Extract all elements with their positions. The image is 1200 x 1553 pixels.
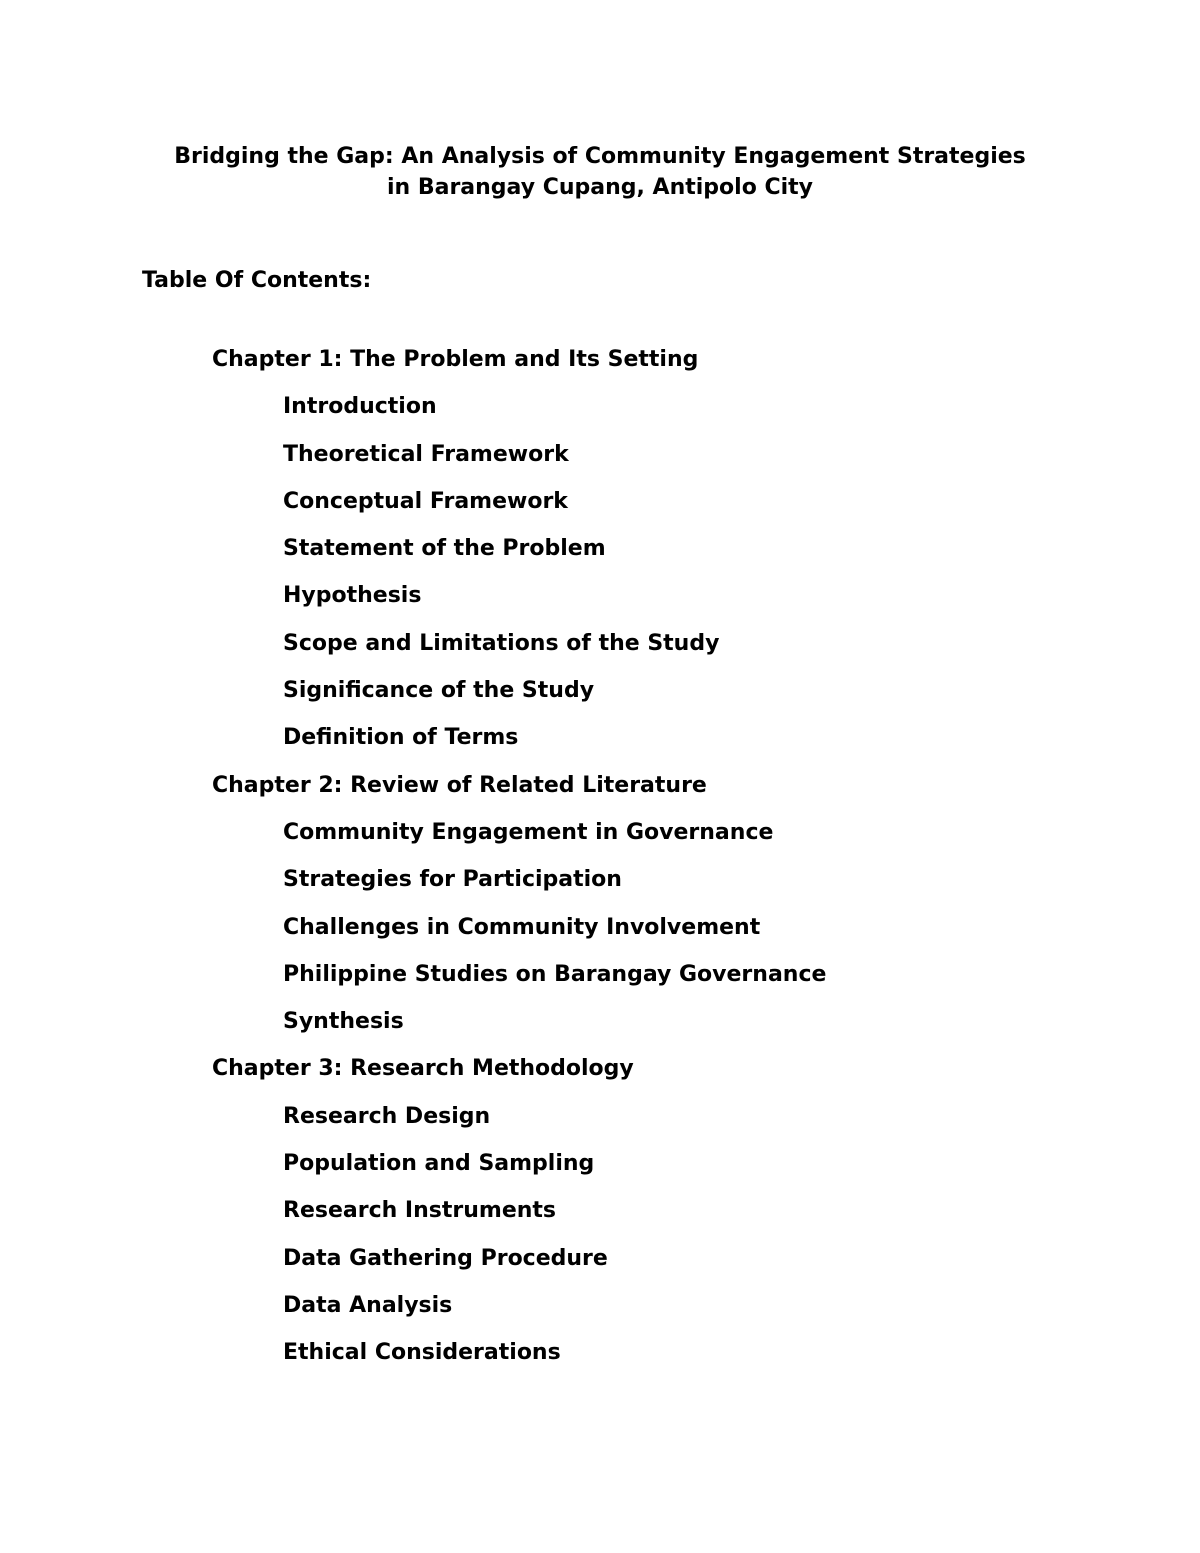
toc-section-theoretical-framework: Theoretical Framework	[283, 441, 569, 467]
toc-section-synthesis: Synthesis	[283, 1009, 404, 1035]
document-title-line-1: Bridging the Gap: An Analysis of Community Engagement Strategies	[174, 144, 1026, 169]
toc-section-challenges-in-community-involvement: Challenges in Community Involvement	[283, 914, 761, 940]
toc-section-community-engagement-in-governance: Community Engagement in Governance	[283, 819, 774, 845]
toc-section-research-design: Research Design	[283, 1103, 491, 1129]
toc-heading: Table Of Contents:	[142, 268, 372, 293]
toc-section-population-and-sampling: Population and Sampling	[283, 1151, 595, 1177]
toc-section-strategies-for-participation: Strategies for Participation	[283, 867, 622, 893]
toc-chapter-2: Chapter 2: Review of Related Literature	[212, 772, 707, 798]
toc-section-significance-of-the-study: Significance of the Study	[283, 678, 595, 704]
table-of-contents	[0, 344, 1200, 1385]
toc-section-hypothesis: Hypothesis	[283, 583, 422, 609]
toc-section-research-instruments: Research Instruments	[283, 1198, 557, 1224]
toc-chapter-1: Chapter 1: The Problem and Its Setting	[212, 347, 699, 372]
toc-section-introduction: Introduction	[283, 394, 437, 420]
toc-section-data-analysis: Data Analysis	[283, 1292, 453, 1318]
toc-chapter-3: Chapter 3: Research Methodology	[212, 1056, 634, 1082]
toc-section-philippine-studies: Philippine Studies on Barangay Governance	[283, 961, 827, 987]
toc-section-data-gathering-procedure: Data Gathering Procedure	[283, 1245, 608, 1271]
toc-section-definition-of-terms: Definition of Terms	[283, 725, 519, 751]
toc-section-ethical-considerations: Ethical Considerations	[283, 1340, 561, 1366]
toc-section-statement-of-the-problem: Statement of the Problem	[283, 536, 606, 562]
document-title	[0, 141, 1200, 203]
toc-section-conceptual-framework: Conceptual Framework	[283, 488, 568, 514]
toc-section-scope-and-limitations: Scope and Limitations of the Study	[283, 630, 720, 656]
document-title-line-2: in Barangay Cupang, Antipolo City	[386, 175, 814, 200]
